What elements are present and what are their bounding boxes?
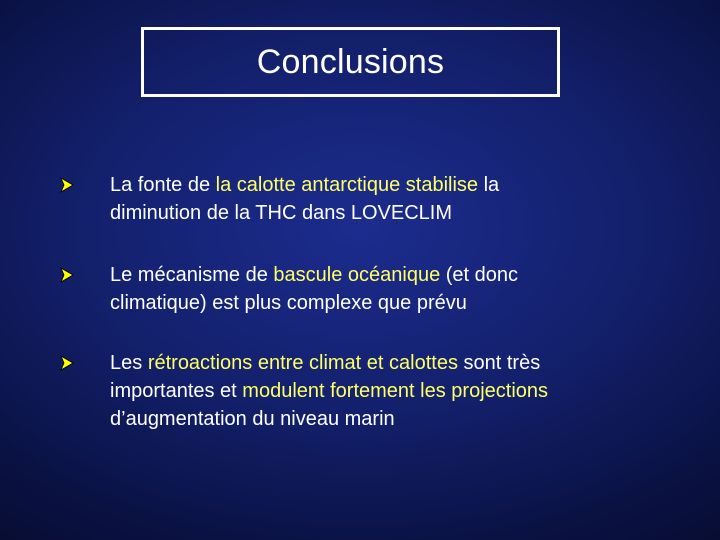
bullet-item [60, 171, 660, 227]
bullet-segment: diminution de la THC dans LOVECLIM [110, 202, 453, 224]
bullet-text [110, 171, 499, 227]
bullet-segment: climatique) est plus complexe que prévu [110, 292, 467, 314]
arrowhead-bullet-icon [60, 261, 110, 289]
bullet-segment: Les [110, 352, 148, 374]
bullet-segment: d’augmentation du niveau marin [110, 408, 395, 430]
bullet-text [110, 261, 518, 317]
bullet-segment: Le mécanisme de [110, 264, 274, 286]
bullet-highlight: modulent fortement les projections [242, 380, 549, 402]
slide-title: Conclusions [256, 42, 445, 81]
bullet-highlight: la calotte antarctique stabilise [215, 174, 479, 196]
arrowhead-bullet-icon [60, 349, 110, 377]
bullet-highlight: bascule océanique [273, 264, 441, 286]
bullet-highlight: rétroactions entre climat et calottes [147, 352, 458, 374]
bullet-segment: sont très [457, 352, 541, 374]
arrowhead-bullet-icon [60, 171, 110, 199]
bullet-segment: (et donc [440, 264, 519, 286]
bullet-item [60, 261, 660, 317]
bullet-segment: importantes et [110, 380, 243, 402]
bullet-text [110, 349, 548, 433]
title-box [141, 27, 560, 97]
bullet-segment: La fonte de [110, 174, 216, 196]
bullet-item [60, 349, 660, 433]
bullet-segment: la [478, 174, 500, 196]
